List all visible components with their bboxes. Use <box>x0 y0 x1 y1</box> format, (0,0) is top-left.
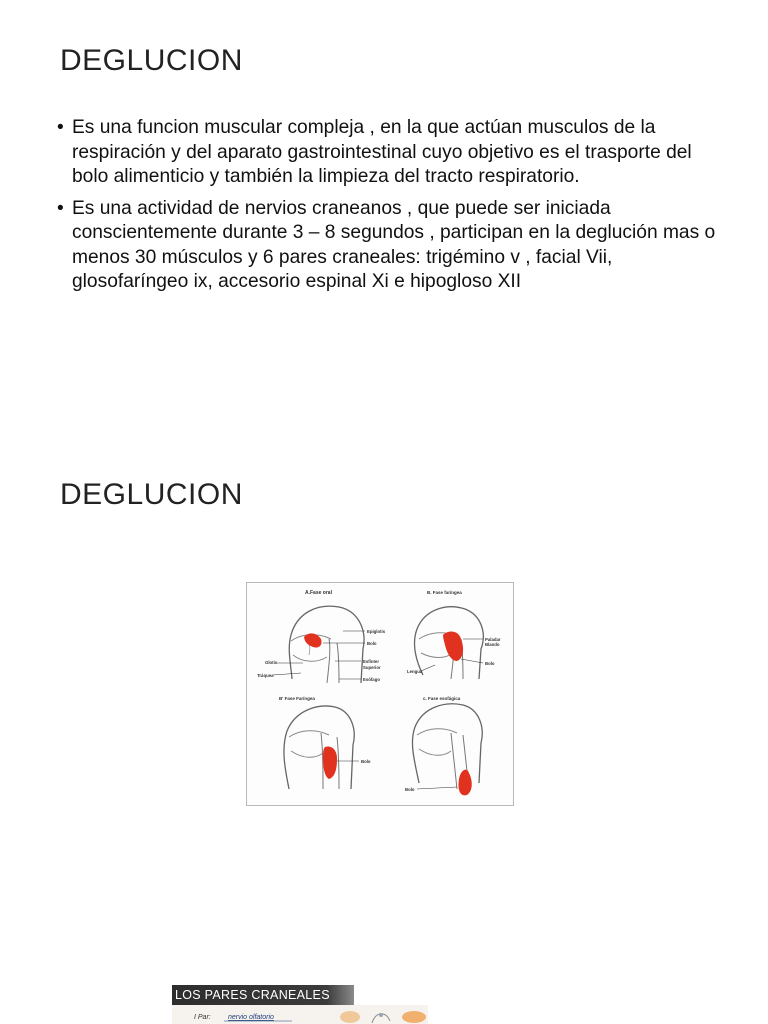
banner-title: LOS PARES CRANEALES <box>175 988 330 1002</box>
row-label: I Par: <box>194 1014 211 1021</box>
figure-label: Superior <box>363 665 381 670</box>
figure-label: Epiglotis <box>367 629 386 634</box>
figure-label: Paladar <box>485 637 501 642</box>
figure-label: Tráquea <box>257 673 274 678</box>
panel-pharyngeal-phase-2 <box>279 696 371 789</box>
figure-label: Bolo <box>361 759 371 764</box>
panel-title: c. Fase esofágica <box>423 696 461 701</box>
figure-label: Glotis <box>265 660 278 665</box>
nose-illustration-icon <box>340 1011 360 1023</box>
figure-label: Lengua <box>407 669 423 674</box>
panel-title: A.Fase oral <box>305 590 332 596</box>
row-value: nervio olfatorio <box>228 1014 274 1021</box>
swallowing-phases-figure <box>246 582 514 806</box>
bullet-item: • Es una funcion muscular compleja , en la que actúan musculos de la respiración y del aparato gastrointestinal cuyo objetivo es el trasporte del bolo alimenticio y también la limpieza del tracto respiratorio. <box>56 116 716 190</box>
figure-label: Esófago <box>363 677 380 682</box>
bullet-list <box>56 116 716 302</box>
figure-label: Esfínter <box>363 659 379 664</box>
panel-title: B' Fase Faríngea <box>279 696 315 701</box>
bolus-shape <box>458 770 471 796</box>
brain-illustration-icon <box>402 1011 426 1023</box>
figure-label: Bolo <box>485 661 495 666</box>
figure-label: Bolo <box>367 641 377 646</box>
slide-title: DEGLUCION <box>60 478 243 511</box>
slide-title: DEGLUCION <box>60 44 243 77</box>
cranial-nerves-thumbnail <box>172 985 428 1024</box>
bullet-item: • Es una actividad de nervios craneanos , que puede ser iniciada conscientemente durante 3 – 8 segundos , participan en la deglución mas o menos 30 músculos y 6 pares craneales: trigémino v , facial Vii, glosofaríngeo ix, accesorio espinal Xi e hipogloso XII <box>56 197 716 295</box>
figure-label: Bolo <box>405 787 415 792</box>
figure-label: Blando <box>485 642 500 647</box>
bolus-shape <box>323 747 337 780</box>
panel-oral-phase <box>257 590 386 683</box>
panel-esophageal-phase <box>405 696 482 795</box>
panel-title: B. Fase faríngea <box>427 590 462 595</box>
panel-pharyngeal-phase <box>407 590 501 679</box>
